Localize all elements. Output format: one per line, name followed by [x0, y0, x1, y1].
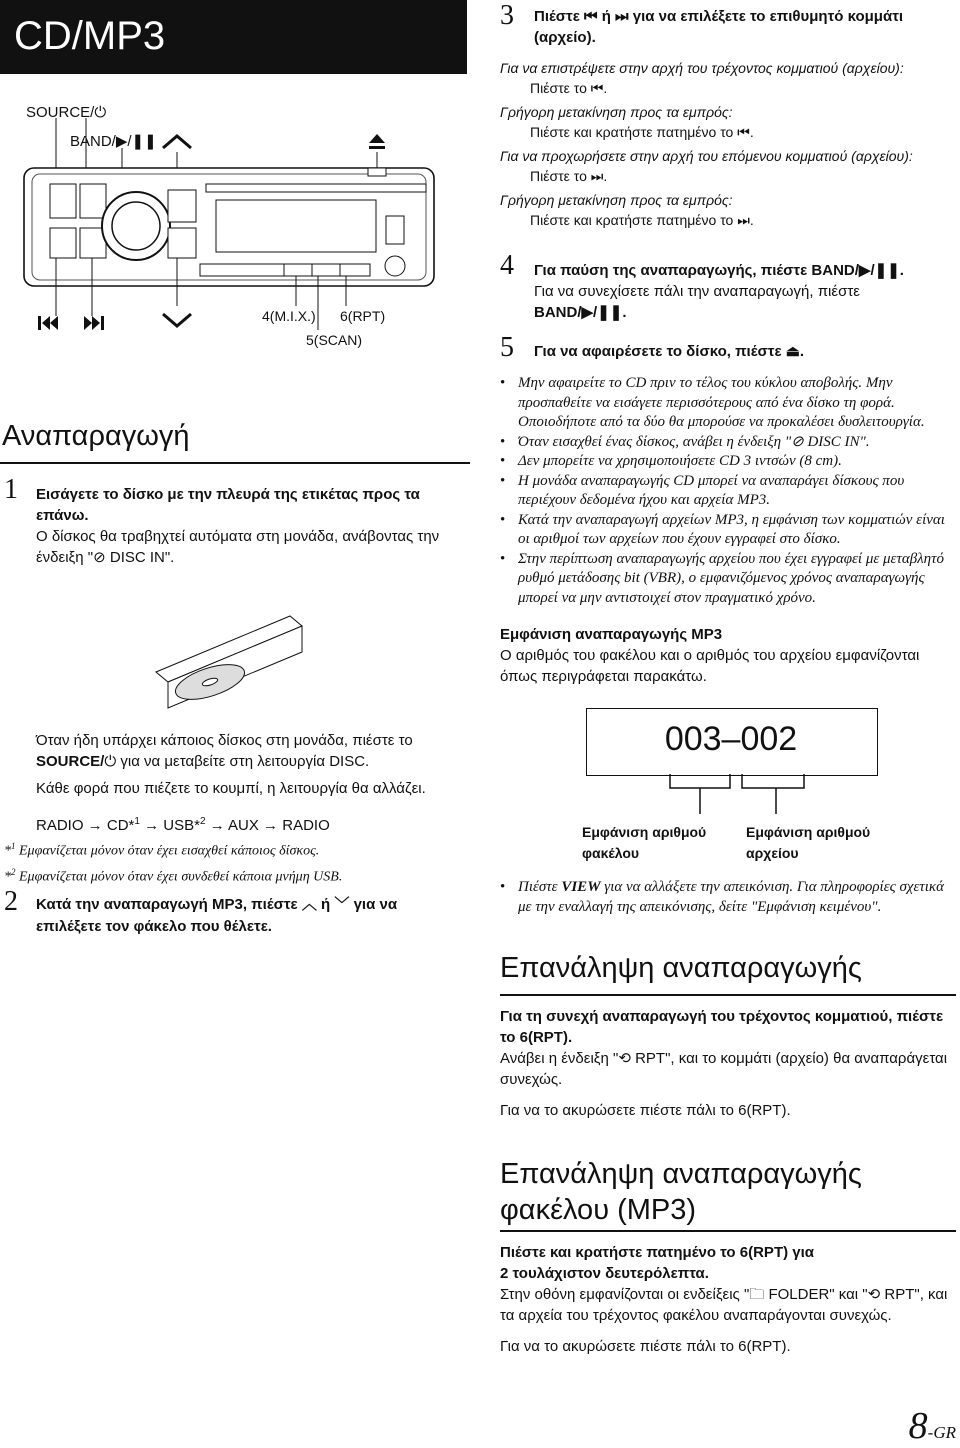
step-4-number: 4 — [500, 250, 514, 281]
step-4: Για παύση της αναπαραγωγής, πιέστε BAND/▶/❚❚. Για να συνεχίσετε πάλι την αναπαραγωγή, πιέστε BAND/▶/❚❚. — [534, 262, 904, 321]
step-5: Για να αφαιρέσετε το δίσκο, πιέστε ⏏. — [534, 343, 805, 360]
source-label: SOURCE/⏻ — [26, 104, 107, 121]
playback-heading: Αναπαραγωγή — [2, 420, 190, 452]
prev-track-icon: ⏮ — [590, 80, 604, 96]
repeat-heading: Επανάληψη αναπαραγωγής — [500, 952, 862, 984]
note-item: • Πιέστε VIEW για να αλλάξετε την απεικόνιση. Για πληροφορίες σχετικά με την εναλλαγή της απεικόνισης, δείτε "Εμφάνιση κειμένου". — [500, 878, 956, 917]
display-value: 003–002 — [664, 720, 798, 758]
step-1-detail: Ο δίσκος θα τραβηχτεί αυτόματα στη μονάδα, ανάβοντας την ένδειξη "⊘ DISC IN". — [36, 528, 440, 566]
step-3-instruction: Πιέστε ⏮ ή ⏭ για να επιλέξετε το επιθυμητό κομμάτι (αρχείο). — [534, 8, 904, 46]
view-note — [500, 878, 956, 917]
next-track-icon: ⏭ — [590, 168, 604, 184]
down-chevron-icon — [163, 314, 191, 326]
folder-repeat-heading: Επανάληψη αναπαραγωγής φακέλου (MP3) — [500, 1158, 862, 1226]
mode-note — [36, 730, 466, 836]
file-number-label: Εμφάνιση αριθμού αρχείου — [746, 824, 871, 861]
eject-icon — [369, 134, 385, 149]
note-item: • Η μονάδα αναπαραγωγής CD μπορεί να αναπαράγει δίσκους που περιέχουν δεδομένα ήχου και αρχεία MP3. — [500, 472, 956, 511]
prev-track-icon: ⏮ — [584, 8, 598, 25]
page-title: CD/MP3 — [14, 14, 166, 58]
step-2: Κατά την αναπαραγωγή MP3, πιέστε ︿ ή ﹀ για να επιλέξετε τον φάκελο που θέλετε. — [36, 896, 398, 935]
power-icon: ⏻ — [104, 753, 117, 770]
mp3-display-section: Εμφάνιση αναπαραγωγής MP3 Ο αριθμός του φακέλου και ο αριθμός του αρχείου εμφανίζονται όπως περιγράφεται παρακάτω. — [500, 626, 920, 685]
unit-drawing — [0, 80, 470, 360]
note-item: • Στην περίπτωση αναπαραγωγής αρχείου που έχει εγγραφεί με μεταβλητό ρυθμό μετάδοσης bit (VBR), ο εμφανιζόμενος χρόνος αναπαραγωγής μπορεί να μην αντιστοιχεί στον πραγματικό χρόνο. — [500, 550, 956, 609]
label-scan: 5(SCAN) — [306, 332, 363, 348]
note-item: • Κατά την αναπαραγωγή αρχείων MP3, η εμφάνιση των κομματιών είναι οι αριθμοί των αρχείων που έχουν εγγραφεί στο δίσκο. — [500, 511, 956, 550]
display-brackets — [586, 774, 876, 818]
step-1-number: 1 — [4, 474, 18, 505]
mode-note-text: Όταν ήδη υπάρχει κάποιος δίσκος στη μονάδα, πιέστε το SOURCE/⏻ για να μεταβείτε στη λειτουργία DISC. — [36, 732, 413, 770]
note-item: • Δεν μπορείτε να χρησιμοποιήσετε CD 3 ιντσών (8 cm). — [500, 452, 956, 472]
notes-list — [500, 374, 956, 608]
disc-icon: ⊘ — [93, 549, 106, 566]
play-pause-icon: ▶/❚❚ — [858, 262, 900, 279]
down-chevron-icon: ﹀ — [334, 896, 350, 913]
folder-icon: 🗀 — [749, 1286, 765, 1303]
prev-track-icon — [38, 316, 58, 330]
next-track-icon: ⏭ — [615, 8, 629, 25]
next-track-icon: ⏭ — [737, 212, 750, 228]
label-mix: 4(M.I.X.) — [262, 308, 316, 324]
play-pause-icon: ▶/❚❚ — [115, 133, 157, 150]
heading-rule — [500, 1230, 956, 1232]
band-label: BAND/▶/❚❚ — [70, 133, 157, 150]
eject-icon: ⏏ — [785, 343, 800, 360]
footnote-1: *$^1$ Εμφανίζεται μόνον όταν έχει εισαχθεί κάποιος δίσκος. — [4, 841, 320, 859]
unit-diagram — [0, 80, 470, 360]
repeat-section: Για τη συνεχή αναπαραγωγή του τρέχοντος κομματιού, πιέστε το 6(RPT). Ανάβει η ένδειξη "⟲ RPT", και το κομμάτι (αρχείο) θα αναπαράγεται συνεχώς. Για να το ακυρώσετε πιέστε πάλι το 6(RPT). — [500, 1008, 948, 1119]
repeat-icon: ⟲ — [618, 1050, 631, 1067]
prev-track-icon: ⏮ — [737, 124, 750, 140]
step-1-instruction: Εισάγετε το δίσκο με την πλευρά της ετικέτας προς τα επάνω. — [36, 486, 420, 524]
footnote-2: *$^2$ Εμφανίζεται μόνον όταν έχει συνδεθεί κάποια μνήμη USB. — [4, 866, 343, 885]
heading-rule — [0, 462, 470, 464]
note-item: • Όταν εισαχθεί ένας δίσκος, ανάβει η ένδειξη "⊘ DISC IN". — [500, 433, 956, 453]
disc-insert-illustration — [150, 612, 310, 716]
mode-chain: RADIO → CD*$^1$ → USB*$^2$ → AUX → RADIO — [36, 816, 330, 834]
step-5-number: 5 — [500, 332, 514, 363]
mode-note-2: Κάθε φορά που πιέζετε το κουμπί, η λειτουργία θα αλλάζει. — [36, 780, 426, 797]
footnotes — [4, 836, 466, 887]
step-2-number: 2 — [4, 886, 18, 917]
step-1 — [36, 484, 466, 568]
up-chevron-icon: ︿ — [301, 896, 317, 913]
page-number: 8-GR — [908, 1405, 956, 1447]
note-item: • Μην αφαιρείτε το CD πριν το τέλος του κύκλου αποβολής. Μην προσπαθείτε να εισάγετε περισσότερους από ένα δίσκο τη φορά. Οποιοδήποτε από τα δύο θα μπορούσε να προκαλέσει δυσλειτουργία. — [500, 374, 956, 433]
step-3-details: Για να επιστρέψετε στην αρχή του τρέχοντος κομματιού (αρχείου): Πιέστε το ⏮. Γρήγορη μετακίνηση προς τα εμπρός: Πιέστε και κρατήστε πατημένο το ⏮. Για να προχωρήσετε στην αρχή του επόμενου κομματιού (αρχείου): Πιέστε το ⏭. Γρήγορη μετακίνηση προς τα εμπρός: Πιέστε και κρατήστε πατημένο το ⏭. — [500, 60, 913, 228]
step-3-number: 3 — [500, 0, 514, 31]
up-chevron-icon — [163, 136, 191, 148]
power-icon: ⏻ — [94, 104, 107, 121]
folder-repeat-section: Πιέστε και κρατήστε πατημένο το 6(RPT) για 2 τουλάχιστον δευτερόλεπτα. Στην οθόνη εμφανίζονται οι ενδείξεις "🗀 FOLDER" και "⟲ RPT", και τα αρχεία του τρέχοντος φακέλου αναπαράγονται συνεχώς. Για να το ακυρώσετε πιέστε πάλι το 6(RPT). — [500, 1244, 948, 1355]
heading-rule — [500, 994, 956, 996]
folder-number-label: Εμφάνιση αριθμού φακέλου — [582, 824, 707, 861]
next-track-icon — [84, 316, 104, 330]
play-pause-icon: ▶/❚❚ — [581, 304, 623, 321]
repeat-icon: ⟲ — [867, 1286, 881, 1303]
label-rpt: 6(RPT) — [340, 308, 386, 324]
step-3 — [534, 6, 954, 48]
